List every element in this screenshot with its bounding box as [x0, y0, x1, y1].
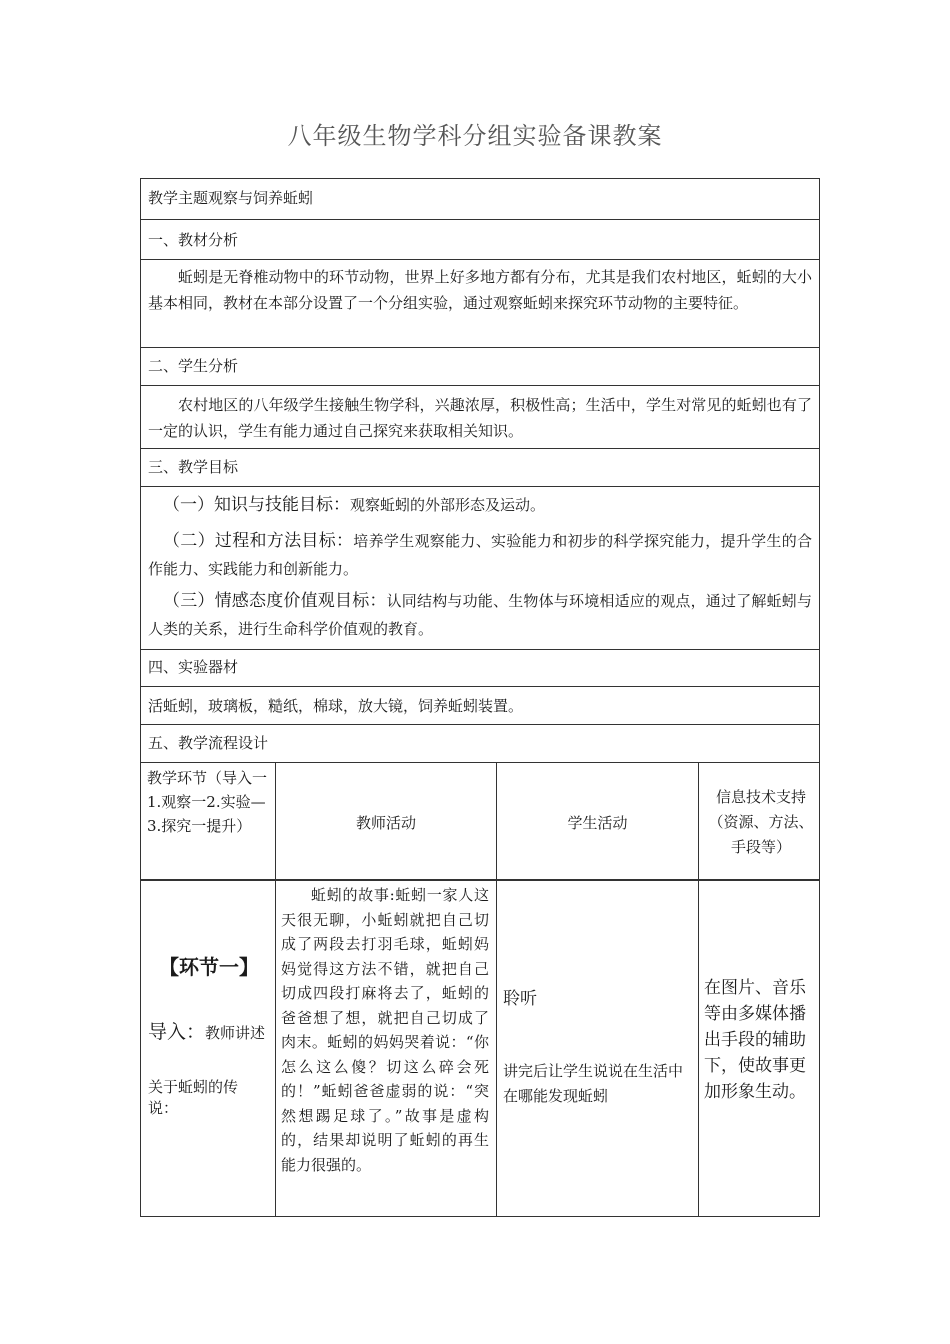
stage-intro: [148, 1021, 272, 1044]
section-heading: 四、实验器材: [148, 658, 239, 676]
student-activity-listen: 聆听: [503, 989, 537, 1009]
column-divider: [698, 763, 699, 1216]
goal-knowledge-text: 观察蚯蚓的外部形态及运动。: [350, 496, 546, 514]
section-heading-row: [141, 725, 819, 763]
section-heading-row: [141, 348, 819, 386]
topic-row: [141, 179, 819, 220]
section-heading-row: [141, 449, 819, 487]
goal-process-text: 培养学生观察能力、实验能力和初步的科学探究能力，提升学生的合作能力、实践能力和创新能力。: [148, 532, 812, 578]
header-stage: 教学环节（导入一 1.观察一2.实验—3.探究一提升）: [147, 769, 268, 835]
section-body-text: 蚯蚓是无脊椎动物中的环节动物，世界上好多地方都有分布，尤其是我们农村地区，蚯蚓的大小基本相同，教材在本部分设置了一个分组实验，通过观察蚯蚓来探究环节动物的主要特征。: [148, 268, 812, 312]
lesson-plan-table: [140, 178, 820, 1217]
goal-knowledge-lead: （一）知识与技能目标：: [163, 495, 350, 515]
goal-emotion-text: 认同结构与功能、生物体与环境相适应的观点，通过了解蚯蚓与人类的关系，进行生命科学价值观的教育。: [148, 592, 813, 638]
section-heading: 二、学生分析: [148, 357, 239, 375]
goal-process: [148, 527, 812, 583]
section-heading-row: [141, 650, 819, 687]
materials-text: 活蚯蚓，玻璃板，糙纸，棉球，放大镜，饲养蚯蚓装置。: [148, 697, 524, 715]
section-body-row: [141, 260, 819, 348]
stage-note: 关于蚯蚓的传说：: [148, 1078, 239, 1117]
tech-support: 在图片、音乐等由多媒体播出手段的辅助下，使故事更加形象生动。: [704, 978, 806, 1102]
section-body-text: 农村地区的八年级学生接触生物学科，兴趣浓厚，积极性高；生活中，学生对常见的蚯蚓也有了一定的认识，学生有能力通过自己探究来获取相关知识。: [148, 396, 812, 440]
header-teacher: 教师活动: [355, 814, 416, 832]
section-heading-row: [141, 220, 819, 260]
header-student: 学生活动: [567, 814, 628, 832]
section-heading: 五、教学流程设计: [148, 734, 269, 752]
goal-emotion: [148, 587, 812, 643]
materials-row: [141, 687, 819, 725]
topic-text: 教学主题观察与饲养蚯蚓: [148, 189, 314, 207]
stage-intro-lead: 导入：: [148, 1021, 206, 1043]
goals-row: [141, 487, 819, 650]
stage-title: 【环节一】: [159, 955, 259, 979]
teacher-activity: 蚯蚓的故事:蚯蚓一家人这天很无聊，小蚯蚓就把自己切成了两段去打羽毛球，蚯蚓妈妈觉得这方法不错，就把自己切成四段打麻将去了，蚯蚓的爸爸想了想，就把自己切成了肉末。蚯蚓的妈妈哭着说：“你怎么这么傻？切这么碎会死的！”蚯蚓爸爸虚弱的说：“突然想踢足球了。”故事是虚构的，结果却说明了蚯蚓的再生能力很强的。: [281, 886, 489, 1174]
goal-emotion-lead: （三）情感态度价值观目标：: [163, 591, 387, 611]
goal-knowledge: [148, 491, 812, 519]
header-tech: 信息技术支持（资源、方法、手段等）: [708, 788, 814, 856]
section-heading: 一、教材分析: [148, 231, 239, 249]
section-heading: 三、教学目标: [148, 458, 239, 476]
page-title: 八年级生物学科分组实验备课教案: [287, 122, 663, 150]
goal-process-lead: （二）过程和方法目标：: [163, 531, 354, 551]
stage-intro-rest: 教师讲述: [205, 1024, 266, 1042]
student-activity-discuss: 讲完后让学生说说在生活中在哪能发现蚯蚓: [503, 1062, 684, 1105]
section-body-row: [141, 386, 819, 449]
